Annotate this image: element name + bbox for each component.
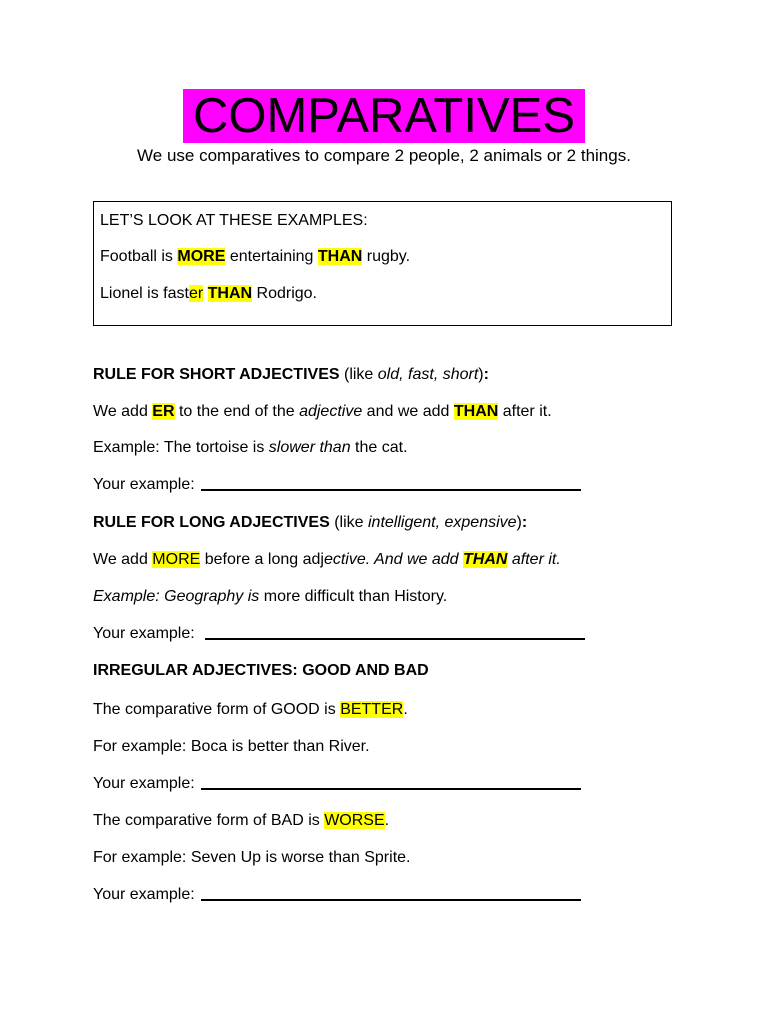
irregular-heading: IRREGULAR ADJECTIVES: GOOD AND BAD [93, 662, 429, 679]
page-title: COMPARATIVES [183, 89, 585, 143]
highlight-er: er [188, 285, 204, 302]
good-example: For example: Boca is better than River. [93, 738, 370, 755]
examples-heading: LET’S LOOK AT THESE EXAMPLES: [100, 212, 368, 229]
page-subtitle: We use comparatives to compare 2 people, 2 animals or 2 things. [137, 146, 631, 165]
answer-blank[interactable] [201, 788, 581, 790]
highlight-er: ER [152, 403, 175, 420]
bad-your-example: Your example: [93, 885, 581, 905]
long-rule-heading: RULE FOR LONG ADJECTIVES (like intelligent, expensive): [93, 514, 528, 531]
example-sentence-2: Lionel is faster THAN Rodrigo. [100, 285, 317, 302]
long-rule-example: Example: Geography is more difficult than History. [93, 588, 448, 605]
bad-rule: The comparative form of BAD is WORSE. [93, 812, 390, 829]
highlight-more: MORE [177, 248, 226, 265]
highlight-than: THAN [463, 551, 508, 568]
answer-blank[interactable] [201, 489, 581, 491]
highlight-more: MORE [152, 551, 201, 568]
example-sentence-1: Football is MORE entertaining THAN rugby. [100, 248, 411, 265]
examples-box [93, 201, 672, 326]
short-your-example: Your example: [93, 475, 581, 495]
highlight-than: THAN [453, 403, 499, 420]
short-rule-heading: RULE FOR SHORT ADJECTIVES (like old, fast, short): [93, 366, 489, 383]
bad-example: For example: Seven Up is worse than Sprite. [93, 849, 411, 866]
highlight-worse: WORSE [324, 812, 385, 829]
short-rule-example: Example: The tortoise is slower than the cat. [93, 439, 408, 456]
short-rule-text: We add ER to the end of the adjective and we add THAN after it. [93, 403, 552, 420]
good-rule: The comparative form of GOOD is BETTER. [93, 701, 408, 718]
good-your-example: Your example: [93, 774, 581, 794]
long-rule-text: We add MORE before a long adjective. And we add THAN after it. [93, 551, 561, 568]
answer-blank[interactable] [205, 638, 585, 640]
highlight-than: THAN [317, 248, 363, 265]
long-your-example: Your example: [93, 624, 585, 644]
highlight-than: THAN [207, 285, 253, 302]
highlight-better: BETTER [340, 701, 404, 718]
answer-blank[interactable] [201, 899, 581, 901]
